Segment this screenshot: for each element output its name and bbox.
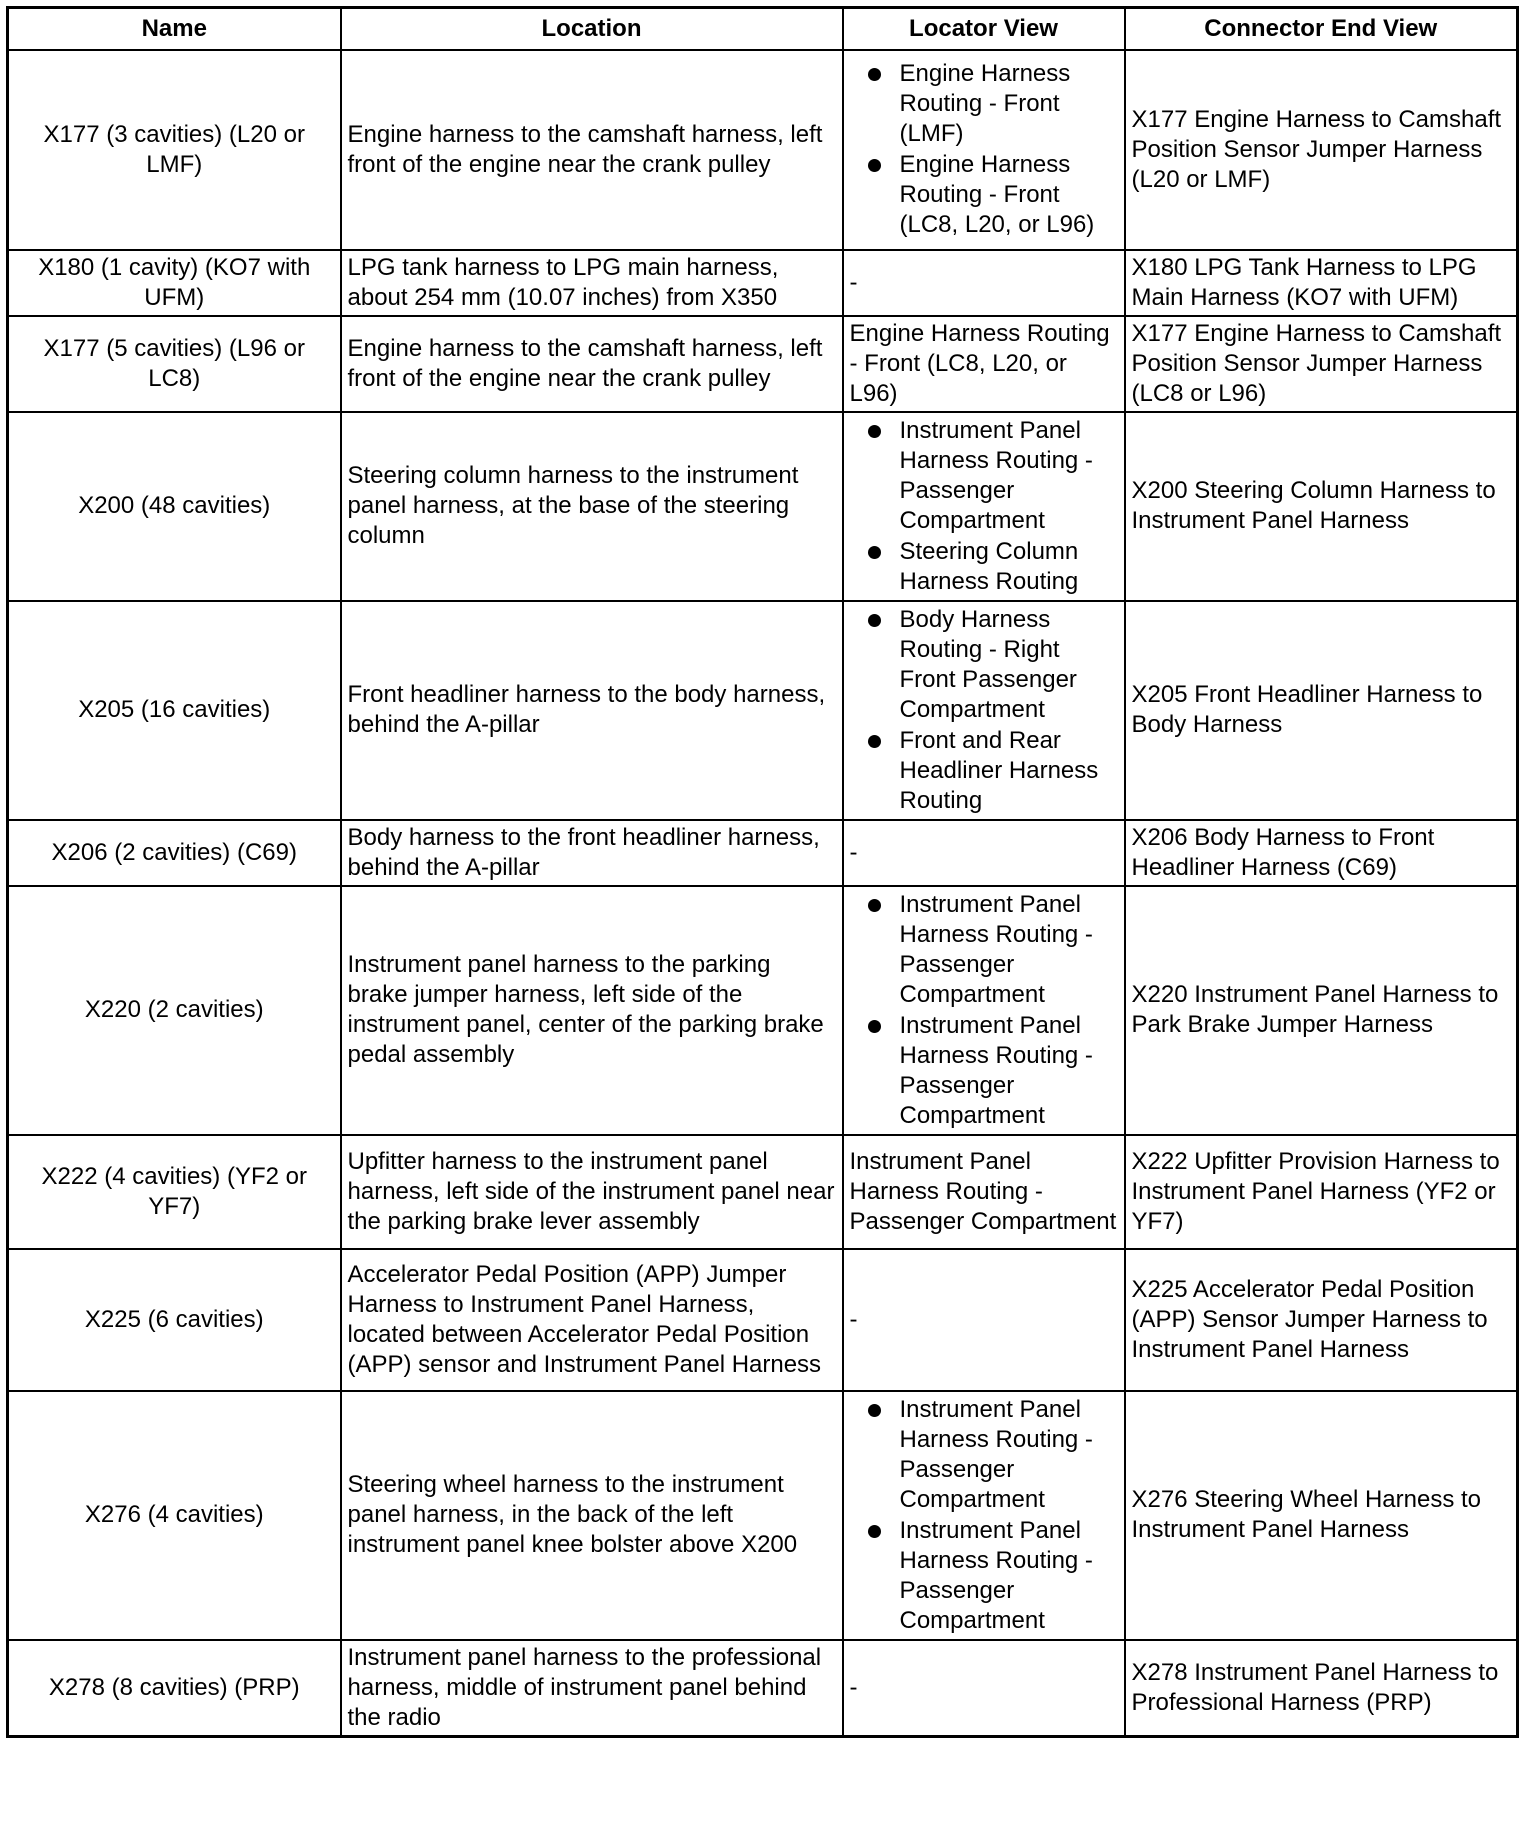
connector-table — [6, 6, 1519, 1738]
locator-view: Instrument Panel Harness Routing - Passenger Compartment — [843, 1135, 1125, 1249]
locator-view-text: Front and Rear Headliner Harness Routing — [899, 726, 1099, 814]
locator-view: Engine Harness Routing - Front (LC8, L20, or L96) — [843, 316, 1125, 412]
connector-end-view: X206 Body Harness to Front Headliner Harness (C69) — [1125, 820, 1518, 886]
table-row — [8, 886, 1518, 1135]
locator-view-item — [850, 150, 1118, 240]
locator-view-item — [850, 416, 1118, 536]
header-row — [8, 8, 1518, 50]
connector-location: Steering wheel harness to the instrument panel harness, in the back of the left instrument panel knee bolster above X200 — [341, 1391, 843, 1640]
locator-view-text: Body Harness Routing - Right Front Passenger Compartment — [899, 605, 1077, 723]
bullet-icon — [868, 68, 881, 81]
locator-view-text: Instrument Panel Harness Routing - Passenger Compartment — [899, 1395, 1093, 1513]
table-header — [8, 8, 1518, 50]
header-location: Location — [341, 8, 843, 50]
bullet-icon — [868, 159, 881, 172]
locator-view-list — [850, 605, 1118, 816]
locator-view-list — [850, 1395, 1118, 1636]
connector-name: X278 (8 cavities) (PRP) — [8, 1640, 341, 1737]
table-row — [8, 1249, 1518, 1391]
header-connector-end-view: Connector End View — [1125, 8, 1518, 50]
locator-view-text: Steering Column Harness Routing — [899, 537, 1079, 595]
connector-location: Engine harness to the camshaft harness, left front of the engine near the crank pulley — [341, 50, 843, 250]
table-row — [8, 1391, 1518, 1640]
locator-view: - — [843, 250, 1125, 316]
table-row — [8, 250, 1518, 316]
locator-view: - — [843, 1640, 1125, 1737]
connector-location: Engine harness to the camshaft harness, left front of the engine near the crank pulley — [341, 316, 843, 412]
table-row — [8, 316, 1518, 412]
bullet-icon — [868, 1404, 881, 1417]
connector-location: Steering column harness to the instrument panel harness, at the base of the steering column — [341, 412, 843, 601]
table-body — [8, 50, 1518, 1737]
locator-view-text: Instrument Panel Harness Routing - Passenger Compartment — [899, 890, 1093, 1008]
locator-view-item — [850, 1011, 1118, 1131]
locator-view-item — [850, 59, 1118, 149]
connector-end-view: X225 Accelerator Pedal Position (APP) Sensor Jumper Harness to Instrument Panel Harness — [1125, 1249, 1518, 1391]
connector-end-view: X278 Instrument Panel Harness to Professional Harness (PRP) — [1125, 1640, 1518, 1737]
connector-end-view: X220 Instrument Panel Harness to Park Brake Jumper Harness — [1125, 886, 1518, 1135]
table-row — [8, 601, 1518, 820]
connector-end-view: X205 Front Headliner Harness to Body Harness — [1125, 601, 1518, 820]
locator-view-text: Engine Harness Routing - Front (LMF) — [899, 60, 1071, 147]
connector-location: Accelerator Pedal Position (APP) Jumper Harness to Instrument Panel Harness, located between Accelerator Pedal Position (APP) sensor and Instrument Panel Harness — [341, 1249, 843, 1391]
locator-view-item — [850, 537, 1118, 597]
header-locator-view: Locator View — [843, 8, 1125, 50]
table-row — [8, 50, 1518, 250]
connector-location: Body harness to the front headliner harness, behind the A-pillar — [341, 820, 843, 886]
connector-name: X180 (1 cavity) (KO7 with UFM) — [8, 250, 341, 316]
table-row — [8, 1640, 1518, 1737]
connector-name: X206 (2 cavities) (C69) — [8, 820, 341, 886]
connector-name: X225 (6 cavities) — [8, 1249, 341, 1391]
connector-name: X205 (16 cavities) — [8, 601, 341, 820]
locator-view: - — [843, 1249, 1125, 1391]
connector-name: X177 (3 cavities) (L20 or LMF) — [8, 50, 341, 250]
locator-view — [843, 1391, 1125, 1640]
locator-view-item — [850, 890, 1118, 1010]
locator-view — [843, 886, 1125, 1135]
connector-name: X220 (2 cavities) — [8, 886, 341, 1135]
locator-view — [843, 601, 1125, 820]
bullet-icon — [868, 1525, 881, 1538]
bullet-icon — [868, 546, 881, 559]
locator-view-list — [850, 416, 1118, 597]
bullet-icon — [868, 735, 881, 748]
locator-view — [843, 412, 1125, 601]
bullet-icon — [868, 1020, 881, 1033]
connector-name: X200 (48 cavities) — [8, 412, 341, 601]
bullet-icon — [868, 614, 881, 627]
connector-name: X276 (4 cavities) — [8, 1391, 341, 1640]
connector-name: X222 (4 cavities) (YF2 or YF7) — [8, 1135, 341, 1249]
header-name: Name — [8, 8, 341, 50]
connector-end-view: X180 LPG Tank Harness to LPG Main Harness (KO7 with UFM) — [1125, 250, 1518, 316]
locator-view-item — [850, 1395, 1118, 1515]
table-row — [8, 412, 1518, 601]
locator-view-list — [850, 59, 1118, 240]
connector-end-view: X177 Engine Harness to Camshaft Position Sensor Jumper Harness (LC8 or L96) — [1125, 316, 1518, 412]
connector-location: Front headliner harness to the body harness, behind the A-pillar — [341, 601, 843, 820]
connector-end-view: X276 Steering Wheel Harness to Instrument Panel Harness — [1125, 1391, 1518, 1640]
locator-view-text: Instrument Panel Harness Routing - Passenger Compartment — [899, 416, 1093, 534]
bullet-icon — [868, 899, 881, 912]
connector-location: Instrument panel harness to the parking brake jumper harness, left side of the instrument panel, center of the parking brake pedal assembly — [341, 886, 843, 1135]
connector-location: Instrument panel harness to the professional harness, middle of instrument panel behind the radio — [341, 1640, 843, 1737]
connector-end-view: X200 Steering Column Harness to Instrument Panel Harness — [1125, 412, 1518, 601]
connector-end-view: X177 Engine Harness to Camshaft Position Sensor Jumper Harness (L20 or LMF) — [1125, 50, 1518, 250]
locator-view-text: Instrument Panel Harness Routing - Passenger Compartment — [899, 1516, 1093, 1634]
locator-view — [843, 50, 1125, 250]
connector-name: X177 (5 cavities) (L96 or LC8) — [8, 316, 341, 412]
locator-view-text: Engine Harness Routing - Front (LC8, L20, or L96) — [899, 151, 1095, 238]
locator-view-item — [850, 605, 1118, 725]
bullet-icon — [868, 425, 881, 438]
connector-location: Upfitter harness to the instrument panel harness, left side of the instrument panel near the parking brake lever assembly — [341, 1135, 843, 1249]
connector-end-view: X222 Upfitter Provision Harness to Instrument Panel Harness (YF2 or YF7) — [1125, 1135, 1518, 1249]
locator-view-list — [850, 890, 1118, 1131]
locator-view-item — [850, 1516, 1118, 1636]
locator-view-text: Instrument Panel Harness Routing - Passenger Compartment — [899, 1011, 1093, 1129]
table-row — [8, 820, 1518, 886]
locator-view-item — [850, 726, 1118, 816]
table-row — [8, 1135, 1518, 1249]
locator-view: - — [843, 820, 1125, 886]
connector-location: LPG tank harness to LPG main harness, about 254 mm (10.07 inches) from X350 — [341, 250, 843, 316]
